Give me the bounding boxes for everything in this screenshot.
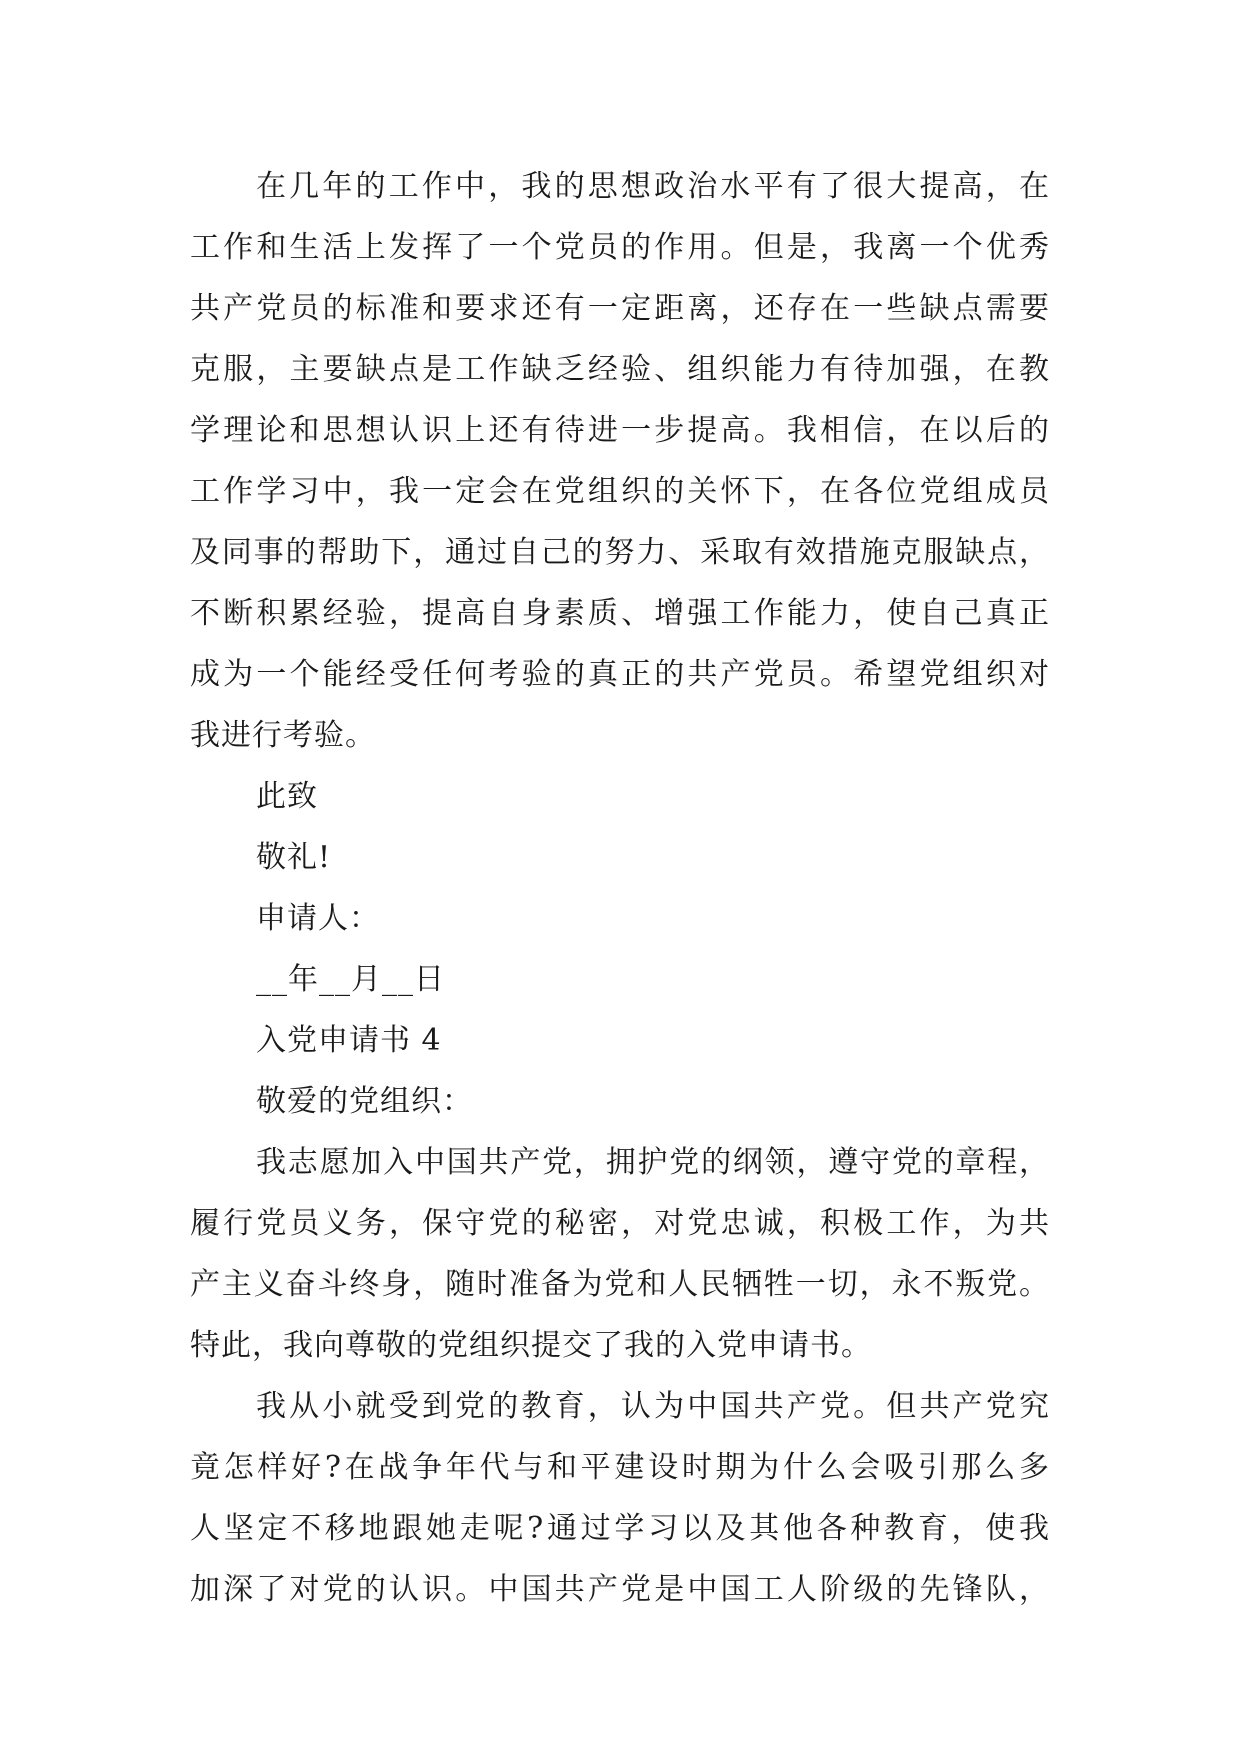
text-line: 及同事的帮助下，通过自己的努力、采取有效措施克服缺点， — [190, 535, 1050, 570]
applicant-label: 申请人： — [256, 901, 380, 936]
text-line: 我从小就受到党的教育，认为中国共产党。但共产党究 — [256, 1389, 1050, 1424]
text-line: 学理论和思想认识上还有待进一步提高。我相信，在以后的 — [190, 413, 1050, 448]
text-line: 人坚定不移地跟她走呢?通过学习以及其他各种教育，使我 — [190, 1511, 1050, 1546]
text-line: 加深了对党的认识。中国共产党是中国工人阶级的先锋队， — [190, 1572, 1050, 1607]
greeting: 敬爱的党组织： — [256, 1084, 473, 1119]
text-line: 共产党员的标准和要求还有一定距离，还存在一些缺点需要 — [190, 291, 1050, 326]
text-line: 履行党员义务，保守党的秘密，对党忠诚，积极工作，为共 — [190, 1206, 1050, 1241]
text-line: 成为一个能经受任何考验的真正的共产党员。希望党组织对 — [190, 657, 1050, 692]
text-line: 克服，主要缺点是工作缺乏经验、组织能力有待加强，在教 — [190, 352, 1050, 387]
text-line: 特此，我向尊敬的党组织提交了我的入党申请书。 — [190, 1328, 872, 1363]
closing-salutation: 此致 — [256, 779, 318, 814]
section-title: 入党申请书 4 — [256, 1023, 442, 1058]
text-line: 工作学习中，我一定会在党组织的关怀下，在各位党组成员 — [190, 474, 1050, 509]
text-line: 我进行考验。 — [190, 718, 376, 753]
text-line: 工作和生活上发挥了一个党员的作用。但是，我离一个优秀 — [190, 230, 1050, 265]
document-page — [190, 156, 1050, 1620]
text-line: 竟怎样好?在战争年代与和平建设时期为什么会吸引那么多 — [190, 1450, 1050, 1485]
date-line: __年__月__日 — [256, 962, 445, 997]
text-line: 不断积累经验，提高自身素质、增强工作能力，使自己真正 — [190, 596, 1050, 631]
text-line: 在几年的工作中，我的思想政治水平有了很大提高，在 — [256, 169, 1050, 204]
text-line: 产主义奋斗终身，随时准备为党和人民牺牲一切，永不叛党。 — [190, 1267, 1050, 1302]
closing-regards: 敬礼! — [256, 840, 332, 875]
text-line: 我志愿加入中国共产党，拥护党的纲领，遵守党的章程， — [256, 1145, 1050, 1180]
